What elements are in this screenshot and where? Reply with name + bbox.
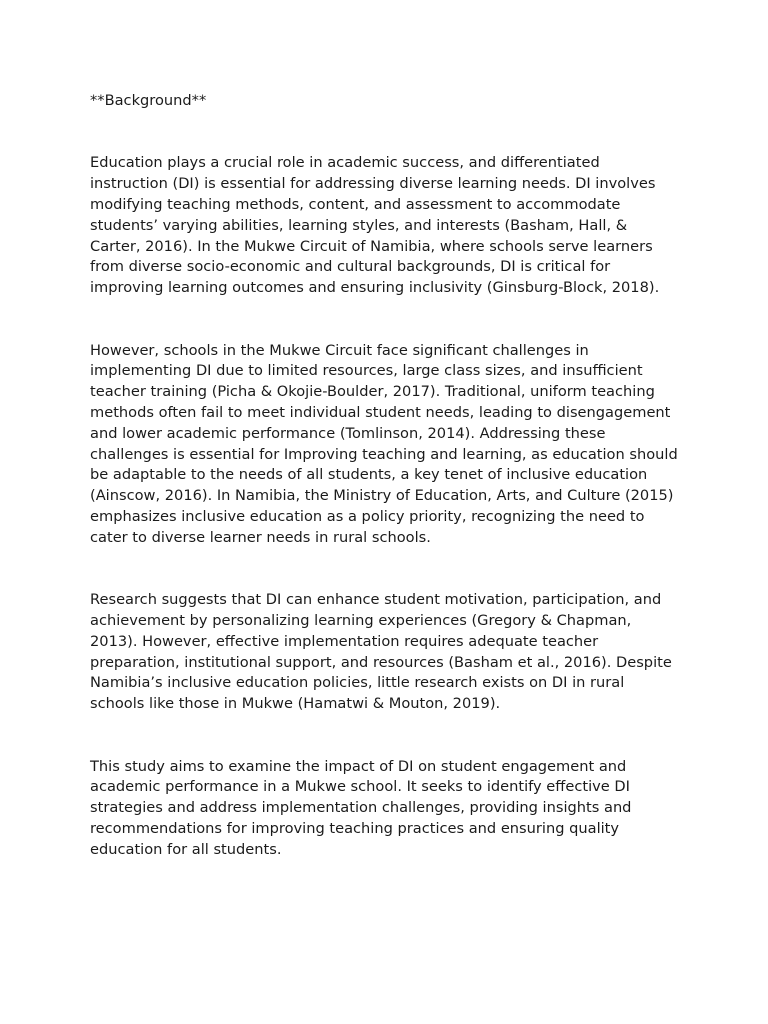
section-heading: **Background** [90,92,207,109]
paragraph-study-aims: This study aims to examine the impact of DI on student engagement and academic performance in a Mukwe school. It seeks to identify effective DI strategies and address implementation challenges, providing insights and recommendations for improving teaching practices and ensuring quality education for all students. [90,757,632,858]
paragraph-education-role: Education plays a crucial role in academic success, and differentiated instruction (DI) is essential for addressing diverse learning needs. DI involves modifying teaching methods, content, and assessment to accommodate students’ varying abilities, learning styles, and interests (Basham, Hall, & Carter, 2016). In the Mukwe Circuit of Namibia, where schools serve learners from diverse socio-economic and cultural backgrounds, DI is critical for improving learning outcomes and ensuring inclusivity (Ginsburg-Block, 2018). [90,154,660,297]
paragraph-challenges: However, schools in the Mukwe Circuit face significant challenges in implementing DI due to limited resources, large class sizes, and insufficient teacher training (Picha & Okojie-Boulder, 2017). Traditional, uniform teaching methods often fail to meet individual student needs, leading to disengagement and lower academic performance (Tomlinson, 2014). Addressing these challenges is essential for Improving teaching and learning, as education should be adaptable to the needs of all students, a key tenet of inclusive education (Ainscow, 2016). In Namibia, the Ministry of Education, Arts, and Culture (2015) emphasizes inclusive education as a policy priority, recognizing the need to cater to diverse learner needs in rural schools. [90,341,678,546]
paragraph-research: Research suggests that DI can enhance student motivation, participation, and achievement by personalizing learning experiences (Gregory & Chapman, 2013). However, effective implementation requires adequate teacher preparation, institutional support, and resources (Basham et al., 2016). Despite Namibia’s inclusive education policies, little research exists on DI in rural schools like those in Mukwe (Hamatwi & Mouton, 2019). [90,591,672,713]
document-body [90,91,680,902]
